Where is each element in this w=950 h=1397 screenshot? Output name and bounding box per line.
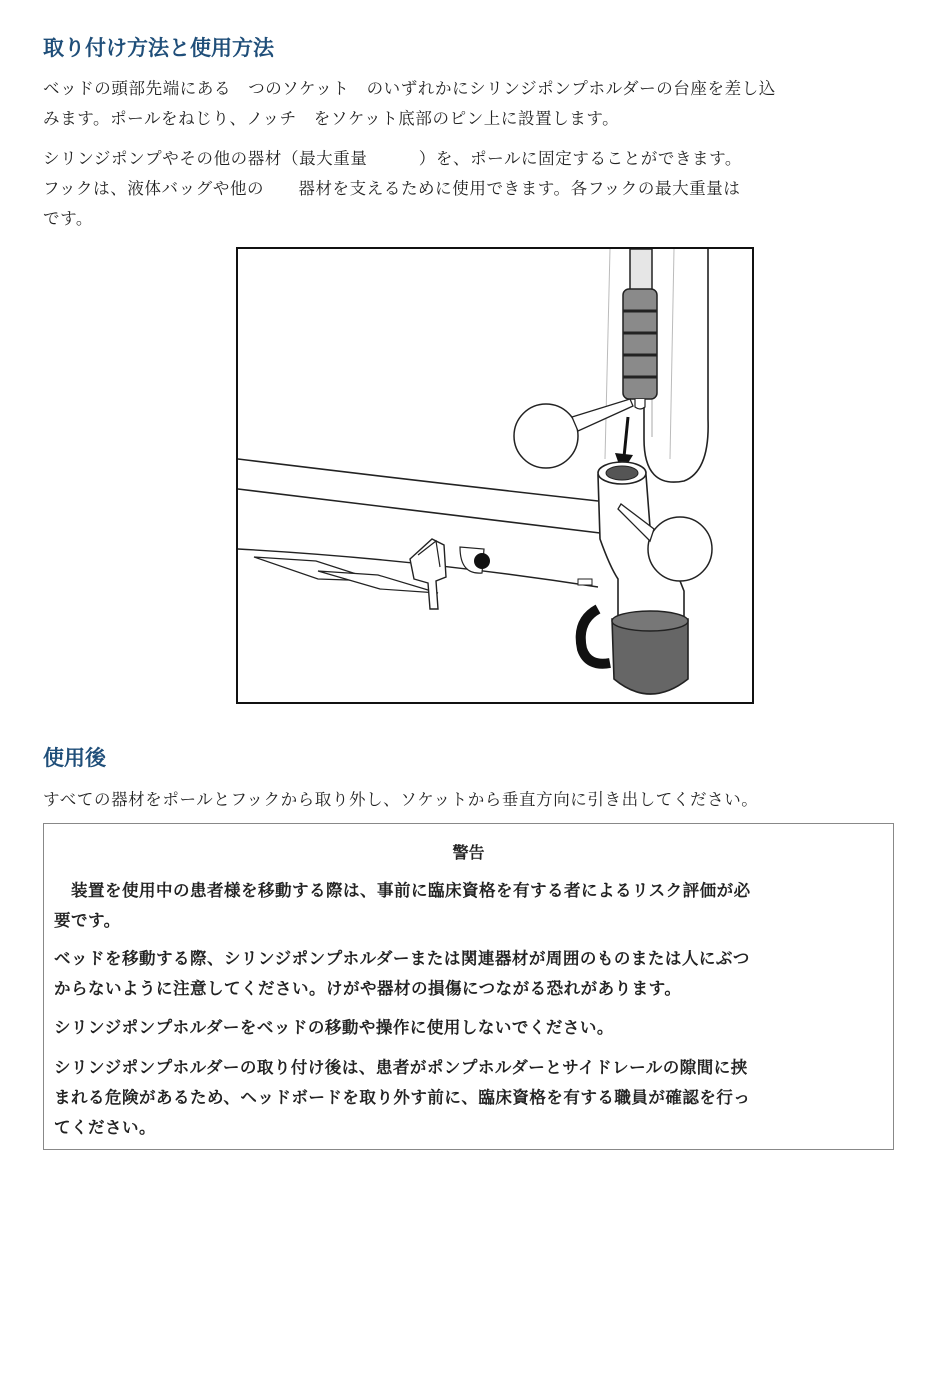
text-line: シリンジポンプホルダーをベッドの移動や操作に使用しないでください。	[54, 1018, 614, 1037]
text-line: すべての器材をポールとフックから取り外し、ソケットから垂直方向に引き出してください。	[43, 790, 759, 809]
section-title-after-use: 使用後	[43, 746, 106, 770]
text-line: フックは、液体バッグや他の 器材を支えるために使用できます。各フックの最大重量は	[43, 179, 741, 198]
text-line: シリンジポンプホルダーの取り付け後は、患者がポンプホルダーとサイドレールの隙間に挟	[54, 1058, 748, 1077]
text-line: からないように注意してください。けがや器材の損傷につながる恐れがあります。	[54, 979, 682, 998]
text-line: まれる危険があるため、ヘッドボードを取り外す前に、臨床資格を有する職員が確認を行っ	[54, 1088, 751, 1107]
warning-paragraph-3	[54, 1013, 889, 1043]
installation-paragraph-2	[43, 144, 923, 234]
warning-box	[43, 823, 894, 1150]
text-line: ベッドの頭部先端にある つのソケット のいずれかにシリンジポンプホルダーの台座を差し込	[43, 79, 776, 98]
warning-title: 警告	[452, 843, 485, 862]
text-line: シリンジポンプやその他の器材（最大重量 ）を、ポールに固定することができます。	[43, 149, 743, 168]
after-use-paragraph	[43, 785, 923, 815]
installation-paragraph-1	[43, 74, 923, 134]
warning-paragraph-2	[54, 944, 889, 1004]
text-line: 装置を使用中の患者様を移動する際は、事前に臨床資格を有する者によるリスク評価が必	[54, 881, 751, 900]
warning-paragraph-4	[54, 1053, 889, 1143]
text-line: です。	[43, 209, 93, 228]
warning-paragraph-1	[54, 876, 889, 936]
text-line: みます。ポールをねじり、ノッチ をソケット底部のピン上に設置します。	[43, 109, 620, 128]
text-line: ベッドを移動する際、シリンジポンプホルダーまたは関連器材が周囲のものまたは人にぶつ	[54, 949, 750, 968]
text-line: 要です。	[54, 911, 121, 930]
section-title-installation: 取り付け方法と使用方法	[43, 36, 274, 60]
text-line: てください。	[54, 1118, 156, 1137]
installation-illustration	[236, 247, 754, 704]
